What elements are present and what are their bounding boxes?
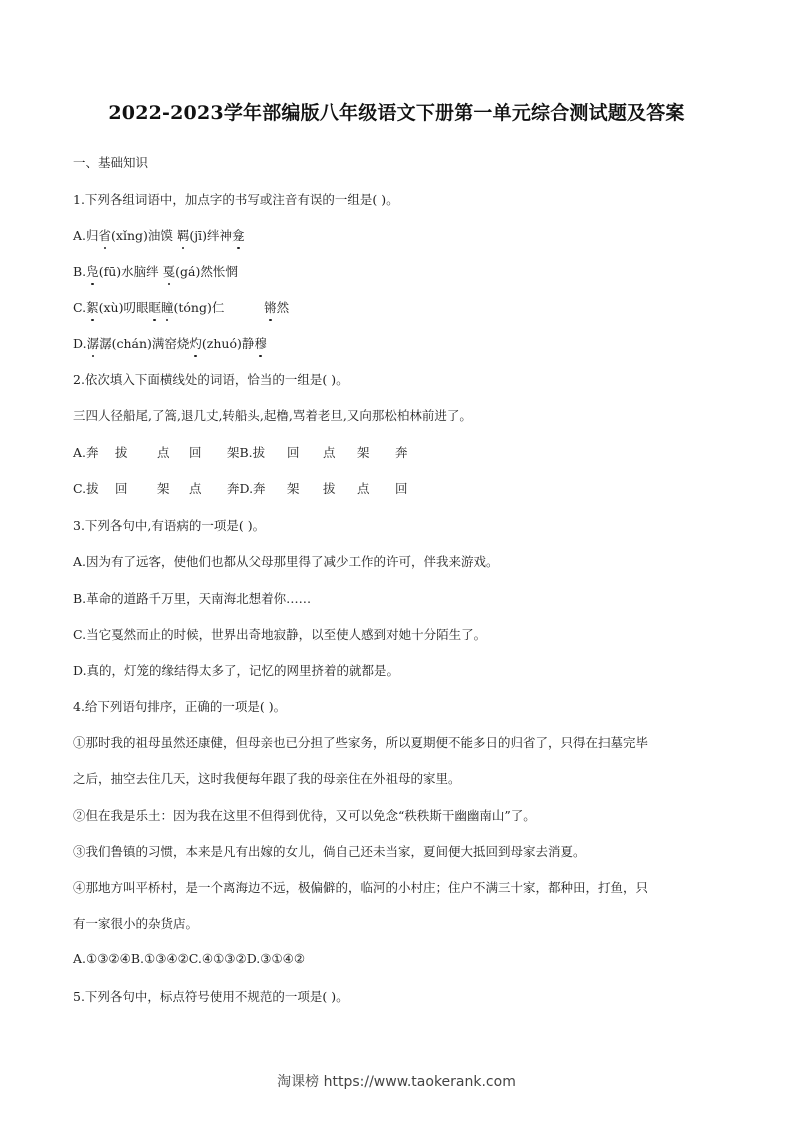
question-4-options: A.①③②④B.①③④②C.④①③②D.③①④② (73, 951, 306, 966)
question-1-option-d: D.潺潺(chán)满窑烧灼(zhuó)静穆 (73, 336, 267, 351)
section-heading: 一、基础知识 (73, 155, 149, 170)
document-title: 2022-2023学年部编版八年级语文下册第一单元综合测试题及答案 (108, 102, 685, 124)
question-5-stem: 5.下列各句中，标点符号使用不规范的一项是( )。 (73, 989, 349, 1004)
question-2-stem: 2.依次填入下面横线处的词语，恰当的一组是( )。 (73, 372, 349, 387)
question-3-stem: 3.下列各句中,有语病的一项是( )。 (73, 518, 266, 533)
question-2-options-row-1: A.奔 拔 点 回 架B.拔 回 点 架 奔 (73, 445, 408, 460)
question-4-stem: 4.给下列语句排序，正确的一项是( )。 (73, 699, 287, 714)
question-3-option-d: D.真的，灯笼的缘结得太多了，记忆的网里挤着的就都是。 (73, 663, 400, 678)
question-4-sentence-1: ①那时我的祖母虽然还康健，但母亲也已分担了些家务，所以夏期便不能多日的归省了，只得在扫墓完毕 (73, 735, 649, 750)
page-footer: 淘课榜 https://www.taokerank.com (277, 1074, 516, 1090)
question-4-sentence-4: ④那地方叫平桥村，是一个离海边不远，极偏僻的，临河的小村庄；住户不满三十家，都种田，打鱼，只 (73, 880, 649, 895)
question-2-options-row-2: C.拔 回 架 点 奔D.奔 架 拔 点 回 (73, 481, 408, 496)
question-1-option-a: A.归省(xǐng)油馍 羁(jī)绊神龛 (73, 228, 245, 243)
question-2-passage: 三四人径船尾,了篙,退几丈,转船头,起橹,骂着老旦,又向那松柏林前进了。 (73, 408, 472, 423)
question-4-sentence-1-cont: 之后，抽空去住几天，这时我便每年跟了我的母亲住在外祖母的家里。 (73, 771, 461, 786)
question-4-sentence-3: ③我们鲁镇的习惯，本来是凡有出嫁的女儿，倘自己还未当家，夏间便大抵回到母家去消夏。 (73, 844, 586, 859)
question-1-stem: 1.下列各组词语中，加点字的书写或注音有误的一组是( )。 (73, 192, 399, 207)
question-3-option-c: C.当它戛然而止的时候，世界出奇地寂静，以至使人感到对她十分陌生了。 (73, 627, 487, 642)
question-3-option-b: B.革命的道路千万里，天南海北想着你…… (73, 591, 312, 606)
question-4-sentence-2: ②但在我是乐土：因为我在这里不但得到优待，又可以免念“秩秩斯干幽幽南山”了。 (73, 808, 536, 823)
question-1-option-b: B.凫(fū)水脑绊 戛(gá)然怅惘 (73, 264, 238, 279)
question-1-option-c: C.絮(xù)叨眼眶瞳(tóng)仁 锵然 (73, 300, 290, 315)
question-3-option-a: A.因为有了远客，使他们也都从父母那里得了减少工作的许可，伴我来游戏。 (73, 554, 499, 569)
question-4-sentence-4-cont: 有一家很小的杂货店。 (73, 916, 199, 931)
